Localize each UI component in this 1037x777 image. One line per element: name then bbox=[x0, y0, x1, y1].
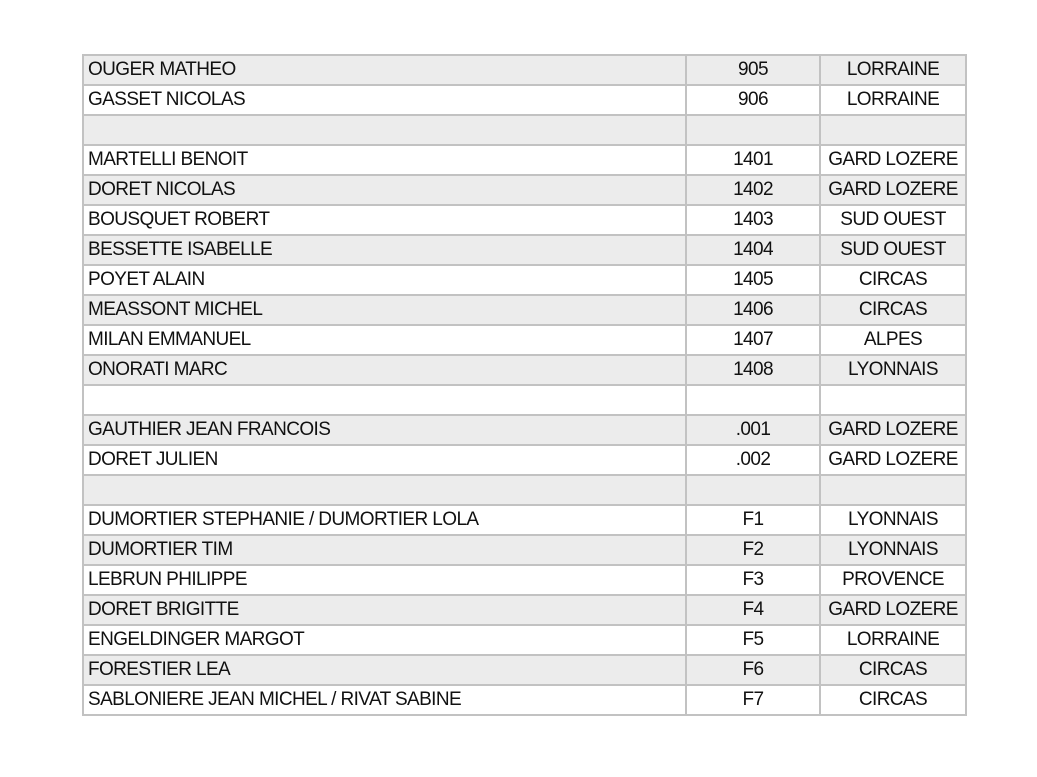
participant-number: F4 bbox=[686, 595, 820, 625]
participant-name bbox=[83, 385, 686, 415]
table-row bbox=[83, 205, 966, 235]
participant-region: CIRCAS bbox=[820, 295, 966, 325]
participant-name: DORET JULIEN bbox=[83, 445, 686, 475]
participant-region: GARD LOZERE bbox=[820, 415, 966, 445]
participant-number: F2 bbox=[686, 535, 820, 565]
participant-number: F5 bbox=[686, 625, 820, 655]
table-row bbox=[83, 145, 966, 175]
participant-region: PROVENCE bbox=[820, 565, 966, 595]
participant-name: DUMORTIER TIM bbox=[83, 535, 686, 565]
participant-number bbox=[686, 385, 820, 415]
participant-name bbox=[83, 115, 686, 145]
participant-number bbox=[686, 115, 820, 145]
participant-number: 1405 bbox=[686, 265, 820, 295]
participant-name: MILAN EMMANUEL bbox=[83, 325, 686, 355]
participant-region bbox=[820, 385, 966, 415]
table-row bbox=[83, 415, 966, 445]
participant-region: ALPES bbox=[820, 325, 966, 355]
table-row bbox=[83, 295, 966, 325]
table-row-empty bbox=[83, 115, 966, 145]
table-row bbox=[83, 565, 966, 595]
participant-number: F3 bbox=[686, 565, 820, 595]
table-row bbox=[83, 595, 966, 625]
participant-region: LYONNAIS bbox=[820, 355, 966, 385]
participant-name: DORET NICOLAS bbox=[83, 175, 686, 205]
participant-name: SABLONIERE JEAN MICHEL / RIVAT SABINE bbox=[83, 685, 686, 715]
table-row bbox=[83, 685, 966, 715]
participant-region: CIRCAS bbox=[820, 265, 966, 295]
table-row bbox=[83, 445, 966, 475]
participant-number: 1403 bbox=[686, 205, 820, 235]
table-row bbox=[83, 655, 966, 685]
participant-number: F7 bbox=[686, 685, 820, 715]
participant-region bbox=[820, 115, 966, 145]
participant-number: 1406 bbox=[686, 295, 820, 325]
participant-number: 1408 bbox=[686, 355, 820, 385]
participant-region: CIRCAS bbox=[820, 685, 966, 715]
participant-name: LEBRUN PHILIPPE bbox=[83, 565, 686, 595]
participant-name: BOUSQUET ROBERT bbox=[83, 205, 686, 235]
participant-number: .001 bbox=[686, 415, 820, 445]
participant-number: .002 bbox=[686, 445, 820, 475]
table-row bbox=[83, 535, 966, 565]
participant-name: GASSET NICOLAS bbox=[83, 85, 686, 115]
participant-region: GARD LOZERE bbox=[820, 145, 966, 175]
participant-region: LYONNAIS bbox=[820, 535, 966, 565]
participant-name: BESSETTE ISABELLE bbox=[83, 235, 686, 265]
participant-region: GARD LOZERE bbox=[820, 445, 966, 475]
participant-number: 906 bbox=[686, 85, 820, 115]
participant-name: ONORATI MARC bbox=[83, 355, 686, 385]
table-row bbox=[83, 175, 966, 205]
participant-region: CIRCAS bbox=[820, 655, 966, 685]
participant-region: GARD LOZERE bbox=[820, 175, 966, 205]
participant-number bbox=[686, 475, 820, 505]
participant-region: LORRAINE bbox=[820, 55, 966, 85]
participant-name: OUGER MATHEO bbox=[83, 55, 686, 85]
participant-region bbox=[820, 475, 966, 505]
participant-name: DUMORTIER STEPHANIE / DUMORTIER LOLA bbox=[83, 505, 686, 535]
table-row bbox=[83, 55, 966, 85]
participant-name: ENGELDINGER MARGOT bbox=[83, 625, 686, 655]
participant-number: 1402 bbox=[686, 175, 820, 205]
table-row bbox=[83, 235, 966, 265]
participant-number: F6 bbox=[686, 655, 820, 685]
participant-number: 1404 bbox=[686, 235, 820, 265]
participant-name: GAUTHIER JEAN FRANCOIS bbox=[83, 415, 686, 445]
table-body bbox=[83, 55, 966, 715]
participant-number: 1407 bbox=[686, 325, 820, 355]
participant-name: MARTELLI BENOIT bbox=[83, 145, 686, 175]
participant-region: LYONNAIS bbox=[820, 505, 966, 535]
participant-name: MEASSONT MICHEL bbox=[83, 295, 686, 325]
table-row bbox=[83, 85, 966, 115]
table-row-empty bbox=[83, 475, 966, 505]
participant-name: POYET ALAIN bbox=[83, 265, 686, 295]
participant-number: 905 bbox=[686, 55, 820, 85]
participant-name bbox=[83, 475, 686, 505]
participant-name: DORET BRIGITTE bbox=[83, 595, 686, 625]
participant-region: SUD OUEST bbox=[820, 235, 966, 265]
participant-number: 1401 bbox=[686, 145, 820, 175]
table-row bbox=[83, 265, 966, 295]
participant-number: F1 bbox=[686, 505, 820, 535]
participants-table bbox=[82, 54, 967, 716]
participants-sheet bbox=[82, 54, 967, 716]
table-row-empty bbox=[83, 385, 966, 415]
participant-region: LORRAINE bbox=[820, 625, 966, 655]
participant-name: FORESTIER LEA bbox=[83, 655, 686, 685]
participant-region: SUD OUEST bbox=[820, 205, 966, 235]
participant-region: LORRAINE bbox=[820, 85, 966, 115]
table-row bbox=[83, 355, 966, 385]
participant-region: GARD LOZERE bbox=[820, 595, 966, 625]
table-row bbox=[83, 325, 966, 355]
table-row bbox=[83, 625, 966, 655]
table-row bbox=[83, 505, 966, 535]
